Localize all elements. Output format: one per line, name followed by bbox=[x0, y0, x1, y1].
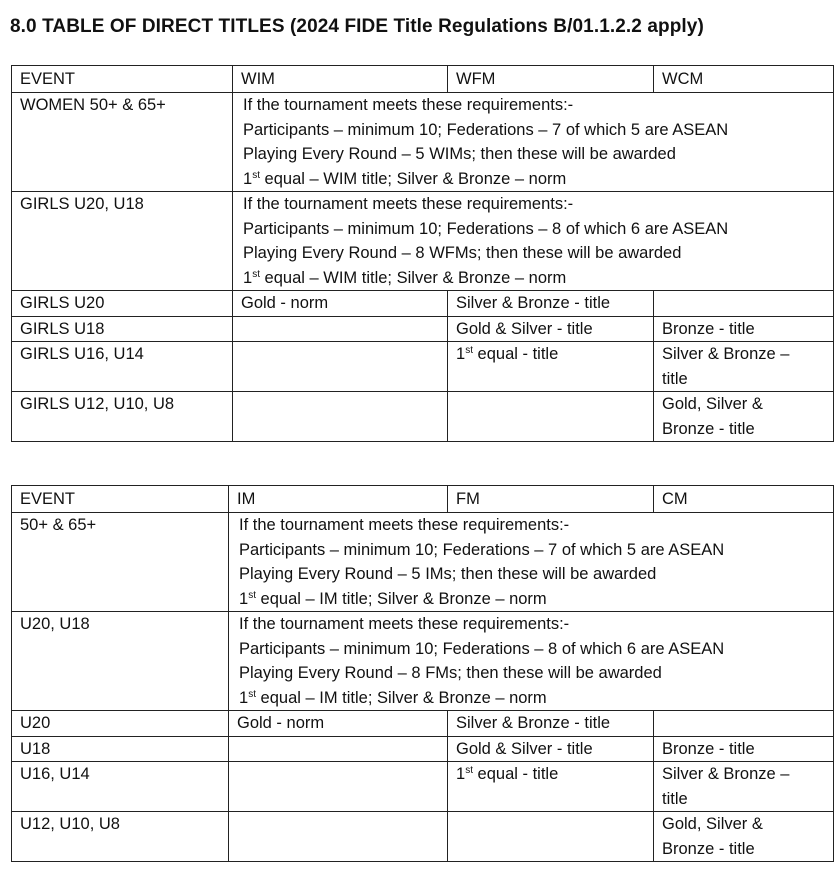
fm-cell: Silver & Bronze - title bbox=[448, 711, 654, 737]
requirements-cell bbox=[233, 192, 834, 291]
im-cell: Gold - norm bbox=[229, 711, 448, 737]
requirements-line: Participants – minimum 10; Federations – 8 of which 6 are ASEAN bbox=[243, 219, 729, 238]
fm-cell: 1st equal - title bbox=[448, 762, 654, 812]
column-header-event: EVENT bbox=[12, 66, 233, 93]
wfm-cell: Silver & Bronze - title bbox=[448, 291, 654, 317]
wcm-cell: Bronze - title bbox=[654, 316, 834, 342]
women-titles-table bbox=[11, 65, 834, 442]
table-row bbox=[12, 392, 834, 442]
column-header-im: IM bbox=[229, 486, 448, 513]
requirements-line: Participants – minimum 10; Federations – 7 of which 5 are ASEAN bbox=[243, 120, 729, 139]
requirements-cell bbox=[229, 513, 834, 612]
requirements-line: Playing Every Round – 5 IMs; then these will be awarded bbox=[239, 565, 657, 583]
requirements-cell bbox=[233, 93, 834, 192]
requirements-line: Participants – minimum 10; Federations – 8 of which 6 are ASEAN bbox=[239, 639, 725, 658]
fm-cell bbox=[448, 812, 654, 862]
requirements-line: Playing Every Round – 5 WIMs; then these will be awarded bbox=[243, 145, 676, 163]
award-line: 1st equal – WIM title; Silver & Bronze – norm bbox=[243, 268, 567, 287]
column-header-cm: CM bbox=[654, 486, 834, 513]
event-cell: 50+ & 65+ bbox=[12, 513, 229, 612]
event-cell: GIRLS U12, U10, U8 bbox=[12, 392, 233, 442]
requirements-line: Participants – minimum 10; Federations – 7 of which 5 are ASEAN bbox=[239, 540, 725, 559]
table-row bbox=[12, 93, 834, 192]
column-header-event: EVENT bbox=[12, 486, 229, 513]
table-header-row bbox=[12, 486, 834, 513]
requirements-line: If the tournament meets these requirements:- bbox=[239, 516, 570, 534]
cm-cell: Silver & Bronze – title bbox=[654, 762, 834, 812]
event-cell: U12, U10, U8 bbox=[12, 812, 229, 862]
column-header-wim: WIM bbox=[233, 66, 448, 93]
fm-cell: Gold & Silver - title bbox=[448, 736, 654, 762]
wcm-cell: Gold, Silver & Bronze - title bbox=[654, 392, 834, 442]
wfm-cell bbox=[448, 392, 654, 442]
event-cell: U20 bbox=[12, 711, 229, 737]
event-cell: U16, U14 bbox=[12, 762, 229, 812]
requirements-line: If the tournament meets these requirements:- bbox=[239, 615, 570, 633]
event-cell: U18 bbox=[12, 736, 229, 762]
event-cell: U20, U18 bbox=[12, 612, 229, 711]
wim-cell bbox=[233, 316, 448, 342]
award-line: 1st equal – IM title; Silver & Bronze – norm bbox=[239, 688, 547, 707]
open-titles-table bbox=[11, 485, 834, 862]
column-header-wfm: WFM bbox=[448, 66, 654, 93]
event-cell: GIRLS U20, U18 bbox=[12, 192, 233, 291]
table-row bbox=[12, 316, 834, 342]
table-row bbox=[12, 736, 834, 762]
wim-cell bbox=[233, 342, 448, 392]
table-row bbox=[12, 762, 834, 812]
im-cell bbox=[229, 812, 448, 862]
table-row bbox=[12, 291, 834, 317]
wcm-cell: Silver & Bronze – title bbox=[654, 342, 834, 392]
requirements-line: Playing Every Round – 8 WFMs; then these will be awarded bbox=[243, 244, 682, 262]
table-header-row bbox=[12, 66, 834, 93]
requirements-cell bbox=[229, 612, 834, 711]
event-cell: GIRLS U16, U14 bbox=[12, 342, 233, 392]
table-row bbox=[12, 711, 834, 737]
cm-cell: Gold, Silver & Bronze - title bbox=[654, 812, 834, 862]
table-row bbox=[12, 812, 834, 862]
wim-cell bbox=[233, 392, 448, 442]
wcm-cell bbox=[654, 291, 834, 317]
column-header-fm: FM bbox=[448, 486, 654, 513]
im-cell bbox=[229, 762, 448, 812]
wfm-cell: Gold & Silver - title bbox=[448, 316, 654, 342]
event-cell: GIRLS U20 bbox=[12, 291, 233, 317]
table-row bbox=[12, 513, 834, 612]
table-row bbox=[12, 612, 834, 711]
table-row bbox=[12, 342, 834, 392]
im-cell bbox=[229, 736, 448, 762]
event-cell: WOMEN 50+ & 65+ bbox=[12, 93, 233, 192]
event-cell: GIRLS U18 bbox=[12, 316, 233, 342]
requirements-line: If the tournament meets these requirements:- bbox=[243, 96, 574, 114]
table-row bbox=[12, 192, 834, 291]
cm-cell: Bronze - title bbox=[654, 736, 834, 762]
cm-cell bbox=[654, 711, 834, 737]
award-line: 1st equal – IM title; Silver & Bronze – norm bbox=[239, 589, 547, 608]
column-header-wcm: WCM bbox=[654, 66, 834, 93]
requirements-line: If the tournament meets these requirements:- bbox=[243, 195, 574, 213]
wfm-cell: 1st equal - title bbox=[448, 342, 654, 392]
wim-cell: Gold - norm bbox=[233, 291, 448, 317]
award-line: 1st equal – WIM title; Silver & Bronze – norm bbox=[243, 169, 567, 188]
requirements-line: Playing Every Round – 8 FMs; then these will be awarded bbox=[239, 664, 662, 682]
page-title: 8.0 TABLE OF DIRECT TITLES (2024 FIDE Title Regulations B/01.1.2.2 apply) bbox=[10, 16, 704, 37]
